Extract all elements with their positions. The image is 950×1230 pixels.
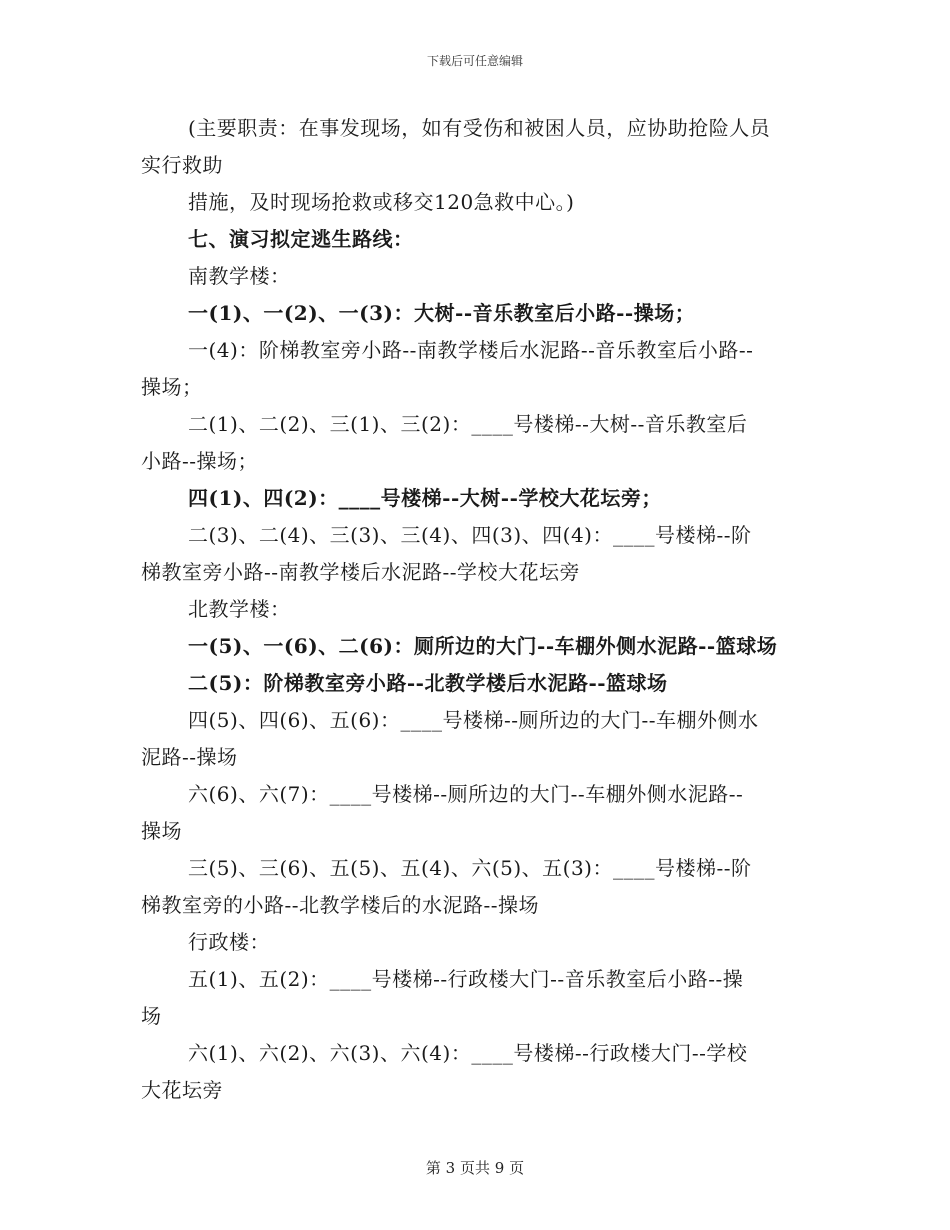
route-line: 一(1)、一(2)、一(3)：大树--音乐教室后小路--操场； bbox=[188, 301, 696, 325]
building-label: 北教学楼： bbox=[188, 597, 291, 621]
route-line: 一(5)、一(6)、二(6)：厕所边的大门--车棚外侧水泥路--篮球场 bbox=[188, 634, 778, 658]
route-line: 六(1)、六(2)、六(3)、六(4)：____号楼梯--行政楼大门--学校 bbox=[188, 1041, 748, 1065]
route-line: 四(5)、四(6)、五(6)：____号楼梯--厕所边的大门--车棚外侧水 bbox=[188, 708, 759, 732]
route-line: 操场； bbox=[141, 375, 203, 399]
route-line: 六(6)、六(7)：____号楼梯--厕所边的大门--车棚外侧水泥路-- bbox=[188, 782, 744, 806]
route-line: 四(1)、四(2)：____号楼梯--大树--学校大花坛旁； bbox=[188, 486, 662, 510]
route-line: 场 bbox=[141, 1004, 162, 1028]
body-line: 措施，及时现场抢救或移交120急救中心。) bbox=[188, 190, 575, 214]
route-line: 梯教室旁的小路--北教学楼后的水泥路--操场 bbox=[141, 893, 540, 917]
page-footer: 第 3 页共 9 页 bbox=[425, 1159, 525, 1177]
page-header: 下载后可任意编辑 bbox=[426, 54, 523, 68]
building-label: 南教学楼： bbox=[188, 264, 291, 288]
route-line: 二(3)、二(4)、三(3)、三(4)、四(3)、四(4)：____号楼梯--阶 bbox=[188, 523, 752, 547]
route-line: 大花坛旁 bbox=[141, 1078, 223, 1102]
route-line: 泥路--操场 bbox=[141, 745, 238, 769]
route-line: 小路--操场； bbox=[141, 449, 259, 473]
route-line: 五(1)、五(2)：____号楼梯--行政楼大门--音乐教室后小路--操 bbox=[188, 967, 744, 991]
building-label: 行政楼： bbox=[188, 930, 270, 954]
document-body bbox=[141, 110, 811, 1109]
route-line: 二(1)、二(2)、三(1)、三(2)：____号楼梯--大树--音乐教室后 bbox=[188, 412, 748, 436]
route-line: 操场 bbox=[141, 819, 182, 843]
section-heading: 七、演习拟定逃生路线： bbox=[188, 227, 414, 251]
route-line: 二(5)：阶梯教室旁小路--北教学楼后水泥路--篮球场 bbox=[188, 671, 668, 695]
route-line: 梯教室旁小路--南教学楼后水泥路--学校大花坛旁 bbox=[141, 560, 581, 584]
body-line: 实行救助 bbox=[141, 153, 223, 177]
body-line: (主要职责：在事发现场，如有受伤和被困人员，应协助抢险人员 bbox=[188, 116, 771, 140]
route-line: 三(5)、三(6)、五(5)、五(4)、六(5)、五(3)：____号楼梯--阶 bbox=[188, 856, 752, 880]
route-line: 一(4)：阶梯教室旁小路--南教学楼后水泥路--音乐教室后小路-- bbox=[188, 338, 754, 362]
